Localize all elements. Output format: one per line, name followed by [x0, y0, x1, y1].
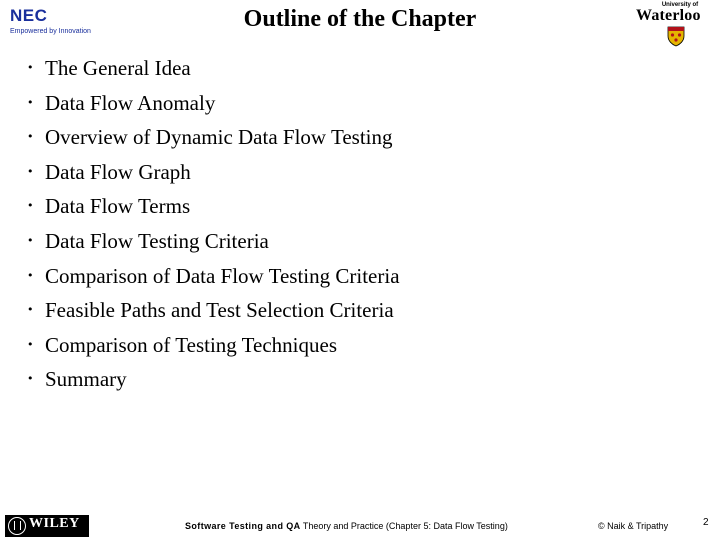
nec-logo-tagline: Empowered by Innovation [10, 28, 91, 35]
list-item-text: Data Flow Terms [45, 194, 191, 219]
uw-crest-icon [665, 25, 687, 47]
bullet-icon: • [27, 268, 34, 282]
bullet-icon: • [27, 199, 34, 213]
bullet-icon: • [27, 95, 34, 109]
list-item-text: Summary [45, 367, 127, 392]
list-item-text: Data Flow Anomaly [45, 90, 216, 115]
university-of-waterloo-logo [628, 2, 720, 48]
uw-logo-wordmark: Waterloo [636, 7, 701, 24]
footer-book-title-sub: Theory and Practice (Chapter 5: Data Flow Testing) [302, 521, 508, 531]
list-item-text: Comparison of Data Flow Testing Criteria [45, 263, 400, 288]
list-item-text: Comparison of Testing Techniques [45, 332, 338, 357]
footer-copyright: © Naik & Tripathy [598, 521, 669, 531]
bullet-icon: • [27, 233, 34, 247]
bullet-icon: • [27, 303, 34, 317]
list-item-text: Feasible Paths and Test Selection Criteria [45, 298, 394, 323]
list-item-text: Overview of Dynamic Data Flow Testing [45, 125, 393, 150]
bullet-icon: • [27, 164, 34, 178]
bullet-icon: • [27, 61, 34, 74]
nec-logo-wordmark: NEC [10, 6, 48, 25]
page-number: 2 [703, 517, 709, 528]
wiley-logo [5, 515, 89, 537]
list-item-text: Data Flow Testing Criteria [45, 228, 269, 253]
bullet-icon: • [27, 130, 34, 144]
bullet-icon: • [27, 337, 34, 351]
wiley-emblem-icon [8, 517, 26, 535]
list-item-text: The General Idea [45, 56, 191, 80]
list-item-text: Data Flow Graph [45, 159, 191, 184]
slide-title: Outline of the Chapter [243, 6, 477, 32]
bullet-icon: • [27, 372, 34, 386]
wiley-logo-wordmark: WILEY [29, 516, 80, 531]
footer-book-title-main: Software Testing and QA [185, 521, 301, 531]
footer-book-title [185, 521, 508, 532]
uw-logo-small-text: University of [661, 2, 699, 8]
